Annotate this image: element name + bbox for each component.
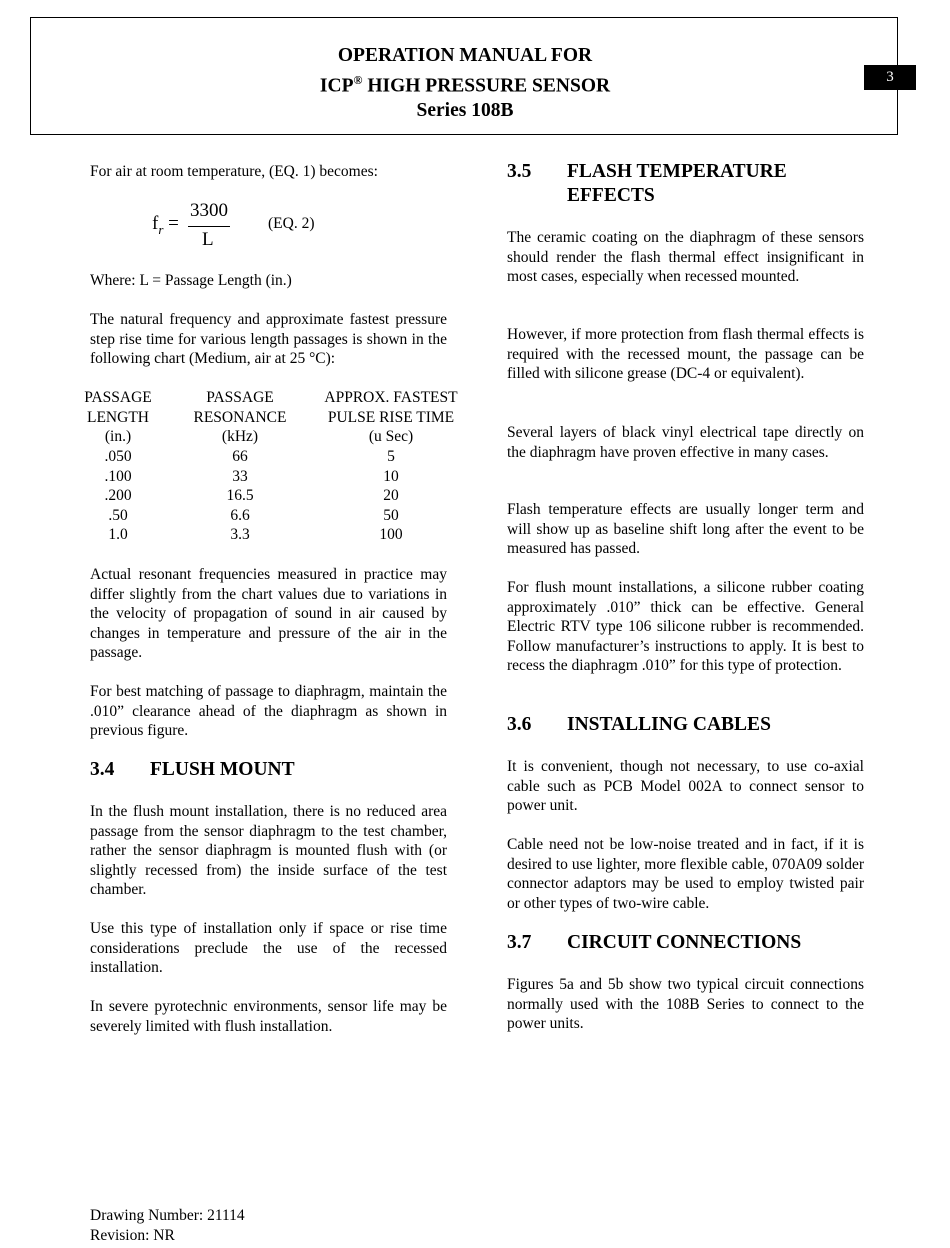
left-paragraph-3: For best matching of passage to diaphragm, maintain the .010” clearance ahead of the diaphragm as shown in previous figure. bbox=[90, 683, 447, 739]
table-cell: 5 bbox=[387, 448, 395, 465]
table-header-col-2 bbox=[180, 388, 300, 447]
right-paragraph-1: The ceramic coating on the diaphragm of these sensors should render the flash thermal effect insignificant in most cases, especially when recessed mounted. bbox=[507, 229, 864, 285]
table-header-cell: PASSAGE bbox=[84, 389, 152, 406]
table-col-resonance bbox=[180, 447, 300, 545]
registered-mark: ® bbox=[353, 73, 363, 87]
title-line-2 bbox=[31, 68, 899, 99]
section-number: 3.5 bbox=[507, 161, 532, 182]
right-paragraph-2: However, if more protection from flash thermal effects is required with the recessed mount, the passage can be filled with silicone grease (DC-4 or equivalent). bbox=[507, 326, 864, 382]
revision: Revision: NR bbox=[90, 1227, 175, 1244]
right-paragraph-5: For flush mount installations, a silicone rubber coating approximately .010” thick can be effective. General Electric RTV type 106 silicone rubber is recommended. Follow manufacturer’s instructions to apply. It is best to recess the diaphragm .010” for this type of protection. bbox=[507, 579, 864, 674]
title-line-3: Series 108B bbox=[416, 99, 514, 121]
equation-subscript: r bbox=[158, 221, 164, 237]
left-paragraph-1: The natural frequency and approximate fastest pressure step rise time for various length passages is shown in the following chart (Medium, air at 25 °C): bbox=[90, 311, 447, 367]
section-number: 3.4 bbox=[90, 759, 115, 780]
table-header-cell: LENGTH bbox=[87, 408, 149, 426]
table-cell: 3.3 bbox=[230, 526, 250, 543]
section-title: INSTALLING CABLES bbox=[567, 714, 771, 735]
right-paragraph-6: It is convenient, though not necessary, to use co-axial cable such as PCB Model 002A to connect sensor to power unit. bbox=[507, 758, 864, 814]
section-3-6-heading bbox=[507, 713, 771, 737]
equation-numerator: 3300 bbox=[190, 200, 228, 221]
table-header-col-1 bbox=[72, 388, 164, 447]
table-cell: 50 bbox=[383, 506, 399, 524]
table-col-rise-time bbox=[312, 447, 470, 545]
table-cell: .50 bbox=[108, 506, 128, 524]
section-3-5-heading bbox=[507, 160, 787, 208]
table-header-cell: PASSAGE bbox=[206, 389, 274, 406]
table-cell: .200 bbox=[104, 487, 132, 504]
table-cell: 20 bbox=[383, 487, 399, 504]
section-title bbox=[567, 160, 787, 208]
table-cell: .100 bbox=[104, 467, 132, 485]
table-header-cell: (in.) bbox=[104, 428, 132, 445]
section-number: 3.7 bbox=[507, 932, 532, 953]
table-cell: 100 bbox=[379, 526, 403, 543]
table-col-length bbox=[72, 447, 164, 545]
table-header-cell: APPROX. FASTEST bbox=[324, 389, 458, 406]
left-paragraph-5: Use this type of installation only if space or rise time considerations preclude the use of the recessed installation. bbox=[90, 920, 447, 976]
left-paragraph-2: Actual resonant frequencies measured in practice may differ slightly from the chart values due to variations in the velocity of propagation of sound in air caused by changes in temperature and pressure of the air in the passage. bbox=[90, 566, 447, 661]
table-cell: 66 bbox=[232, 448, 248, 465]
table-header-cell: RESONANCE bbox=[193, 408, 287, 426]
table-header-cell: PULSE RISE TIME bbox=[327, 408, 455, 426]
table-header-cell: (u Sec) bbox=[368, 428, 414, 445]
section-3-7-heading bbox=[507, 931, 801, 955]
table-header-col-3 bbox=[312, 388, 470, 447]
drawing-number: Drawing Number: 21114 bbox=[90, 1207, 245, 1224]
section-number: 3.6 bbox=[507, 714, 532, 735]
table-cell: 6.6 bbox=[230, 506, 250, 524]
section-3-4-heading bbox=[90, 758, 295, 782]
right-paragraph-4: Flash temperature effects are usually longer term and will show up as baseline shift long after the event to be measured has passed. bbox=[507, 501, 864, 557]
table-cell: .050 bbox=[104, 448, 132, 465]
table-header-cell: (kHz) bbox=[221, 428, 259, 445]
title-line-2-icp: ICP bbox=[319, 75, 354, 97]
equation-lhs bbox=[152, 213, 179, 238]
section-title-line: EFFECTS bbox=[567, 185, 655, 206]
table-cell: 10 bbox=[383, 467, 399, 485]
section-title-line: FLASH TEMPERATURE bbox=[567, 161, 787, 182]
equation-equals: = bbox=[168, 213, 179, 234]
document-title bbox=[31, 44, 899, 123]
table-cell: 1.0 bbox=[108, 526, 128, 543]
where-text: Where: L = Passage Length (in.) bbox=[90, 272, 292, 289]
section-title: CIRCUIT CONNECTIONS bbox=[567, 932, 802, 953]
equation-denominator: L bbox=[202, 229, 214, 250]
section-title: FLUSH MOUNT bbox=[150, 759, 295, 780]
page-number-tab: 3 bbox=[864, 65, 916, 90]
left-paragraph-4: In the flush mount installation, there is no reduced area passage from the sensor diaphragm to the test chamber, rather the sensor diaphragm is mounted flush with (or slightly recessed from) the inside surface of the test chamber. bbox=[90, 803, 447, 898]
right-paragraph-7: Cable need not be low-noise treated and in fact, if it is desired to use lighter, more flexible cable, 070A09 solder connector adaptors may be used to employ twisted pair or other types of two-wire cable. bbox=[507, 836, 864, 912]
equation-fraction-bar bbox=[188, 226, 230, 227]
equation-label: (EQ. 2) bbox=[268, 215, 315, 232]
right-paragraph-3: Several layers of black vinyl electrical tape directly on the diaphragm have proven effective in many cases. bbox=[507, 424, 864, 461]
left-paragraph-6: In severe pyrotechnic environments, sensor life may be severely limited with flush installation. bbox=[90, 998, 447, 1035]
right-paragraph-8: Figures 5a and 5b show two typical circuit connections normally used with the 108B Series to connect to the power units. bbox=[507, 976, 864, 1032]
intro-text: For air at room temperature, (EQ. 1) becomes: bbox=[90, 163, 378, 180]
document-header bbox=[30, 17, 898, 135]
table-cell: 16.5 bbox=[226, 487, 254, 504]
title-line-1: OPERATION MANUAL FOR bbox=[337, 45, 593, 66]
title-line-2-rest: HIGH PRESSURE SENSOR bbox=[362, 75, 611, 97]
table-cell: 33 bbox=[232, 467, 248, 485]
equation-f: f bbox=[152, 213, 159, 234]
